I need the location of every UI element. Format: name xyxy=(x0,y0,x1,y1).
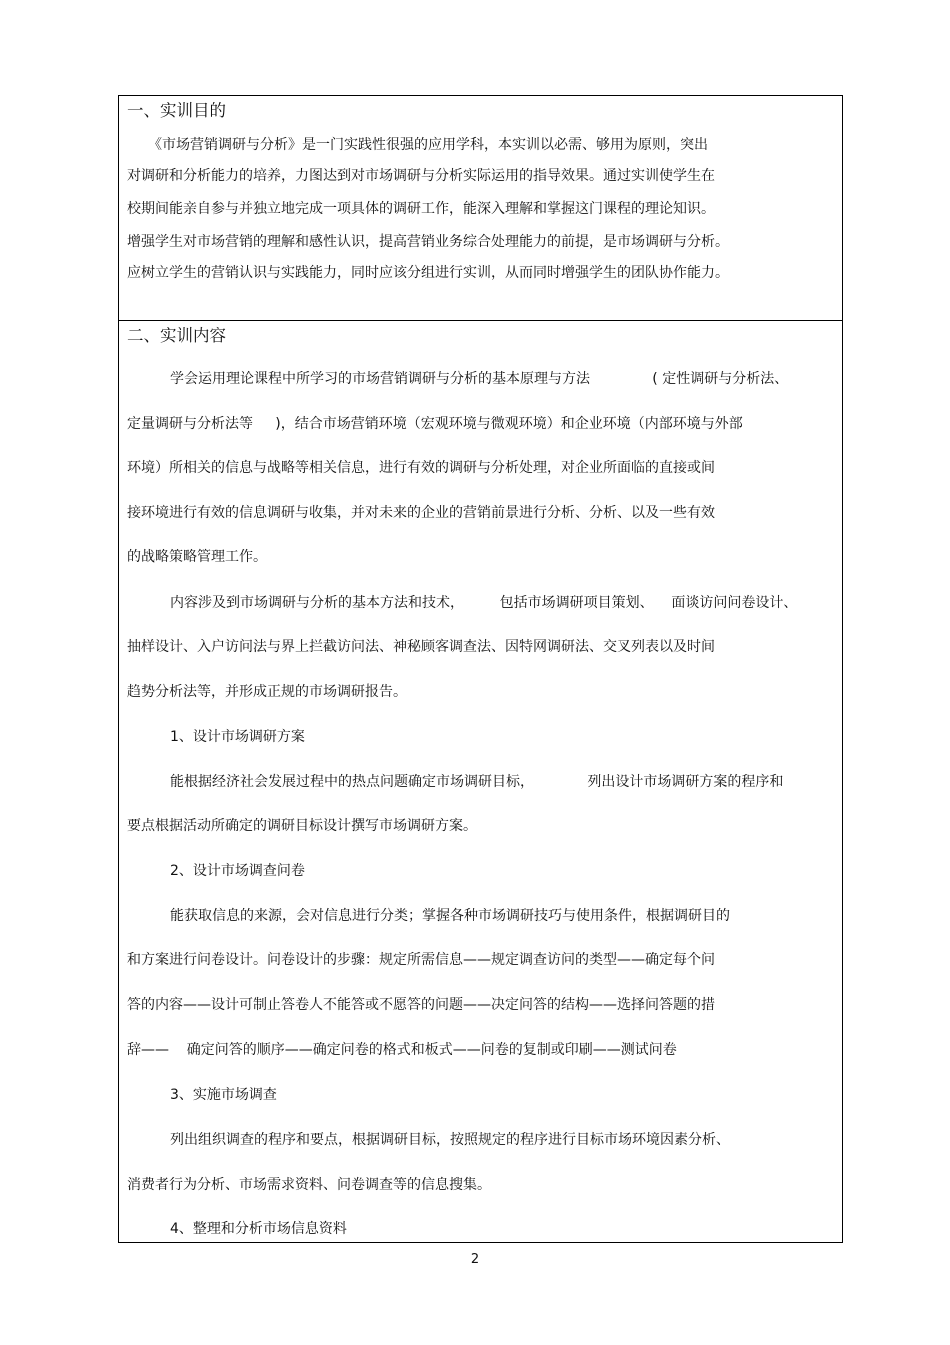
paragraph-line: 能获取信息的来源，会对信息进行分类；掌握各种市场调研技巧与使用条件，根据调研目的 xyxy=(170,908,730,924)
subsection-heading: 1、设计市场调研方案 xyxy=(170,729,305,745)
paragraph-line: 对调研和分析能力的培养，力图达到对市场调研与分析实际运用的指导效果。通过实训使学生在 xyxy=(127,168,715,184)
paragraph-line: 环境）所相关的信息与战略等相关信息，进行有效的调研与分析处理，对企业所面临的直接或间 xyxy=(127,460,715,476)
paragraph-line: 辞—— 确定问答的顺序——确定问卷的格式和板式——问卷的复制或印刷——测试问卷 xyxy=(127,1042,677,1058)
paragraph-line: 的战略策略管理工作。 xyxy=(127,549,267,565)
paragraph-line: 能根据经济社会发展过程中的热点问题确定市场调研目标， 列出设计市场调研方案的程序和 xyxy=(170,774,784,790)
subsection-heading: 2、设计市场调查问卷 xyxy=(170,863,305,879)
paragraph-line: 定量调研与分析法等 )，结合市场营销环境（宏观环境与微观环境）和企业环境（内部环境与外部 xyxy=(127,416,743,432)
paragraph-line: 增强学生对市场营销的理解和感性认识，提高营销业务综合处理能力的前提，是市场调研与分析。 xyxy=(127,234,729,250)
paragraph-line: 要点根据活动所确定的调研目标设计撰写市场调研方案。 xyxy=(127,818,477,834)
page-number: 2 xyxy=(470,1252,480,1267)
paragraph-line: 和方案进行问卷设计。问卷设计的步骤：规定所需信息——规定调查访问的类型——确定每个问 xyxy=(127,952,715,968)
subsection-heading: 3、实施市场调查 xyxy=(170,1087,277,1103)
section-heading-objectives: 一、实训目的 xyxy=(127,101,226,120)
paragraph-line: 内容涉及到市场调研与分析的基本方法和技术， 包括市场调研项目策划、 面谈访问问卷设计、 xyxy=(170,595,798,611)
paragraph-line: 抽样设计、入户访问法与界上拦截访问法、神秘顾客调查法、因特网调研法、交叉列表以及时间 xyxy=(127,639,715,655)
paragraph-line: 校期间能亲自参与并独立地完成一项具体的调研工作，能深入理解和掌握这门课程的理论知识。 xyxy=(127,201,715,217)
paragraph-line: 接环境进行有效的信息调研与收集，并对未来的企业的营销前景进行分析、分析、以及一些有效 xyxy=(127,505,715,521)
paragraph-line: 消费者行为分析、市场需求资料、问卷调查等的信息搜集。 xyxy=(127,1177,491,1193)
section-divider xyxy=(119,320,842,321)
subsection-heading: 4、整理和分析市场信息资料 xyxy=(170,1221,347,1237)
paragraph-line: 应树立学生的营销认识与实践能力，同时应该分组进行实训，从而同时增强学生的团队协作能力。 xyxy=(127,265,729,281)
paragraph-line: 学会运用理论课程中所学习的市场营销调研与分析的基本原理与方法 ( 定性调研与分析法、 xyxy=(170,371,789,387)
paragraph-line: 答的内容——设计可制止答卷人不能答或不愿答的问题——决定问答的结构——选择问答题的措 xyxy=(127,997,715,1013)
paragraph-line: 趋势分析法等，并形成正规的市场调研报告。 xyxy=(127,684,407,700)
section-heading-content: 二、实训内容 xyxy=(127,326,226,345)
paragraph-line: 《市场营销调研与分析》是一门实践性很强的应用学科，本实训以必需、够用为原则，突出 xyxy=(148,137,708,153)
paragraph-line: 列出组织调查的程序和要点，根据调研目标，按照规定的程序进行目标市场环境因素分析、 xyxy=(170,1132,730,1148)
